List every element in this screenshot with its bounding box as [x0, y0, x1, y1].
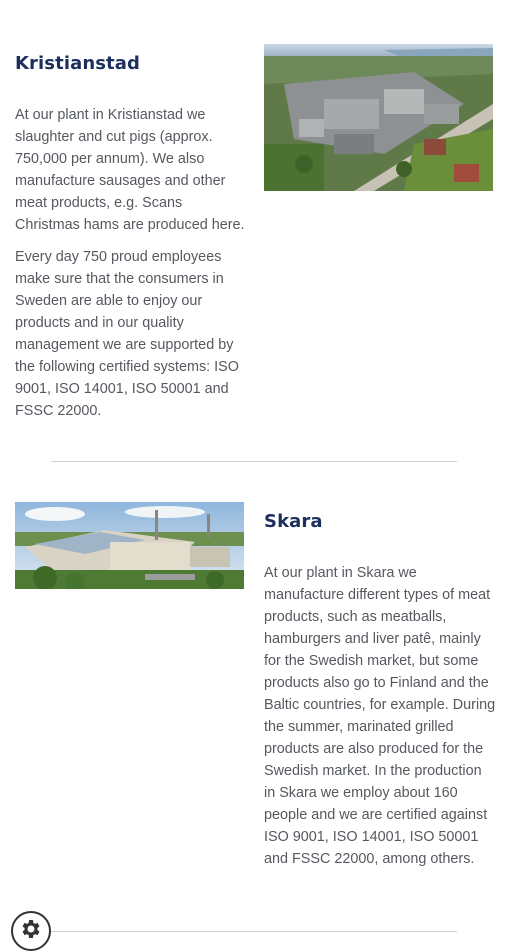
- skara-plant-photo: [15, 502, 244, 589]
- kristianstad-paragraph-2: Every day 750 proud employees make sure that the consumers in Sweden are able to enjoy our products and in our quality management we are supported by the following certified systems: ISO 9001, ISO 14001, ISO 50001 and FSSC 22000.: [15, 249, 239, 419]
- gear-icon: [19, 917, 43, 946]
- section-divider: [51, 461, 457, 462]
- skara-paragraph-1: At our plant in Skara we manufacture different types of meat products, such as meatballs, hamburgers and liver patê, mainly for the Swedish market, but some products also go to Finland and the Baltic countries, for example. During the summer, marinated grilled products are also produced for the Swedish market. In the production in Skara we employ about 160 people and we are certified against ISO 9001, ISO 14001, ISO 50001 and FSSC 22000, among others.: [264, 565, 496, 867]
- section-skara: [0, 470, 511, 900]
- kristianstad-paragraph-1: At our plant in Kristianstad we slaughter and cut pigs (approx. 750,000 per annum). We also manufacture sausages and other meat products, e.g. Scans Christmas hams are produced here.: [15, 107, 245, 233]
- section-divider-bottom: [51, 931, 457, 932]
- settings-button[interactable]: [11, 911, 51, 951]
- section-kristianstad: [0, 0, 511, 460]
- section-title-kristianstad: Kristianstad: [15, 53, 140, 74]
- kristianstad-plant-photo: [264, 44, 493, 191]
- section-title-skara: Skara: [264, 511, 323, 532]
